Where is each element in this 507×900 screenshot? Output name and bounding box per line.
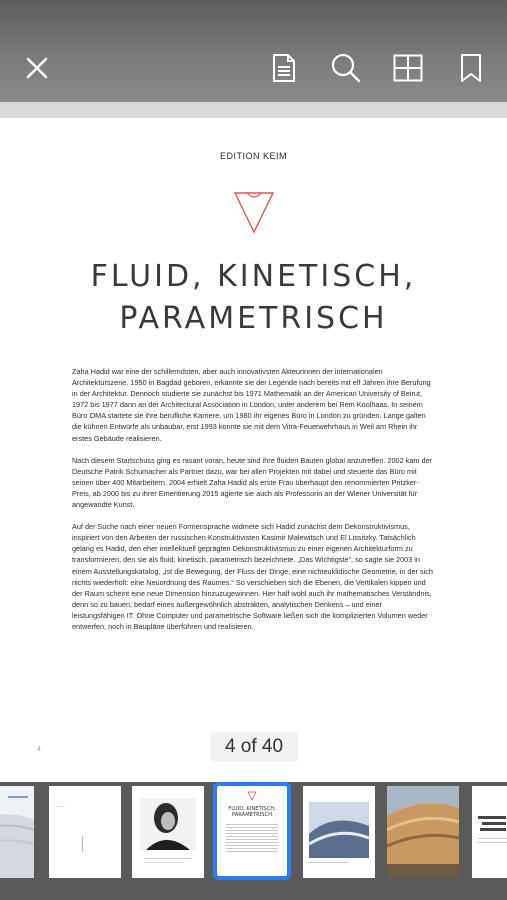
page-indicator: 4 of 40 [210,732,298,762]
building-sunset-thumbnail-image [387,786,459,878]
search-button[interactable] [326,48,366,88]
article-body [72,366,436,643]
bookmark-icon [460,53,482,83]
paragraph-1: Zaha Hadid war eine der schillerndsten, aber auch innovativsten Akteurinnen der internationalen Architekturszene. 1950 in Bagdad geboren, erkannte sie der Legende nach bereits mit elf Jahren ihre Berufung in der Architektur. Dennoch studierte sie zunächst bis 1971 Mathematik an der American University of Beirut, 1972 bis 1977 dann an der Architectural Association in London, unter anderem bei Rem Koolhaas. In seinem Büro OMA startete sie ihre berufliche Karriere, um 1980 ihr eigenes Büro in London zu gründen. Lange galten die kühnen Entwürfe als unbaubar, erst 1993 konnte sie mit dem Vitra-Feuerwehrhaus in Weil am Rhein ihr erstes Gebäude realisieren. [72,367,431,443]
selected-thumbnail-title: FLUID, KINETISCH, PARAMETRISCH [228,806,276,818]
thumbnail-page[interactable] [49,786,121,878]
thumbnail-page[interactable] [472,786,507,878]
bookmark-button[interactable] [451,48,491,88]
thumbnail-page[interactable] [132,786,204,878]
thumbnail-page-selected[interactable] [213,782,291,880]
close-icon [26,57,48,79]
blank-thumbnail-image [49,786,121,878]
triangle-logo-icon [233,190,275,234]
paragraph-3: Auf der Suche nach einer neuen Formensprache widmete sich Hadid zunächst dem Dekonstruktivismus, inspiriert von den Arbeiten der russischen Konstruktivisten Kasimir Malewitsch und El Lissitzky. Tatsächlich gelang es Hadid, den eher intellektuell geprägten Dekonstruktivismus zu einer eigenen Architekturform zu transformieren, den sie als fluid, kinetisch, parametrisch bezeichnete. „Das Wichtigste“, so sagte sie 2003 in einem Ausstellungskatalog, „ist die Bewegung, der Fluss der Dinge, eine nichteuklidische Geometrie, in der sich nichts wiederholt: eine Neuordnung des Raumes.“ So verschieben sich die Ebenen, die Vertikalen kippen und der Raum scheint eine neue Dimension hinzuzugewinnen. Hier half wohl auch ihr mathematisches Verständnis, denn so zu bauen, bedarf eines außergewöhnlich abstrakten, analytischen Denkens – und einer leistungsfähigen IT. Ohne Computer und parametrische Software ließen sich die komplizierten Volumen weder entwerfen, noch in Baupläne überführen und realisieren. [72,522,433,631]
text-thumbnail-image [472,786,507,878]
edition-label: EDITION KEIM [219,151,287,161]
paragraph-2: Nach diesem Startschuss ging es rasant voran, heute sind ihre fluiden Bauten global anzutreffen. 2002 kam der Deutsche Patrik Schumacher als Partner dazu, war bei allen Projekten mit dabei und steuerte das Büro mit seinen über 400 Mitarbeitern. 2004 erhielt Zaha Hadid als erste Frau überhaupt den renommierten Pritzker-Preis, ab 2000 bis zu ihrer Emeritierung 2015 agierte sie auch als Professorin an der Wiener Universität für angewandte Kunst. [72,455,433,510]
thumbnail-page[interactable] [387,786,459,878]
document-view-button[interactable] [264,48,304,88]
title-line-2: PARAMETRISCH [119,301,388,336]
page-top-gutter [0,102,507,118]
article-title [0,256,507,340]
thumbnail-page[interactable] [0,786,34,878]
thumbnail-strip[interactable] [0,782,507,900]
thumbnail-page[interactable] [303,786,375,878]
close-button[interactable] [17,48,57,88]
title-line-1: FLUID, KINETISCH, [90,259,417,294]
document-page [0,118,507,782]
document-icon [272,53,296,83]
top-toolbar [0,0,507,102]
building-thumbnail-image [303,786,375,878]
page-number-footer: 4 [37,746,41,753]
thumbnail-text-lines [217,824,287,852]
grid-view-button[interactable] [388,48,428,88]
triangle-logo-thumbnail-icon [217,786,287,806]
grid-icon [393,54,423,82]
search-icon [331,53,361,83]
architecture-thumbnail-image [0,786,34,878]
portrait-thumbnail-image [132,786,204,878]
